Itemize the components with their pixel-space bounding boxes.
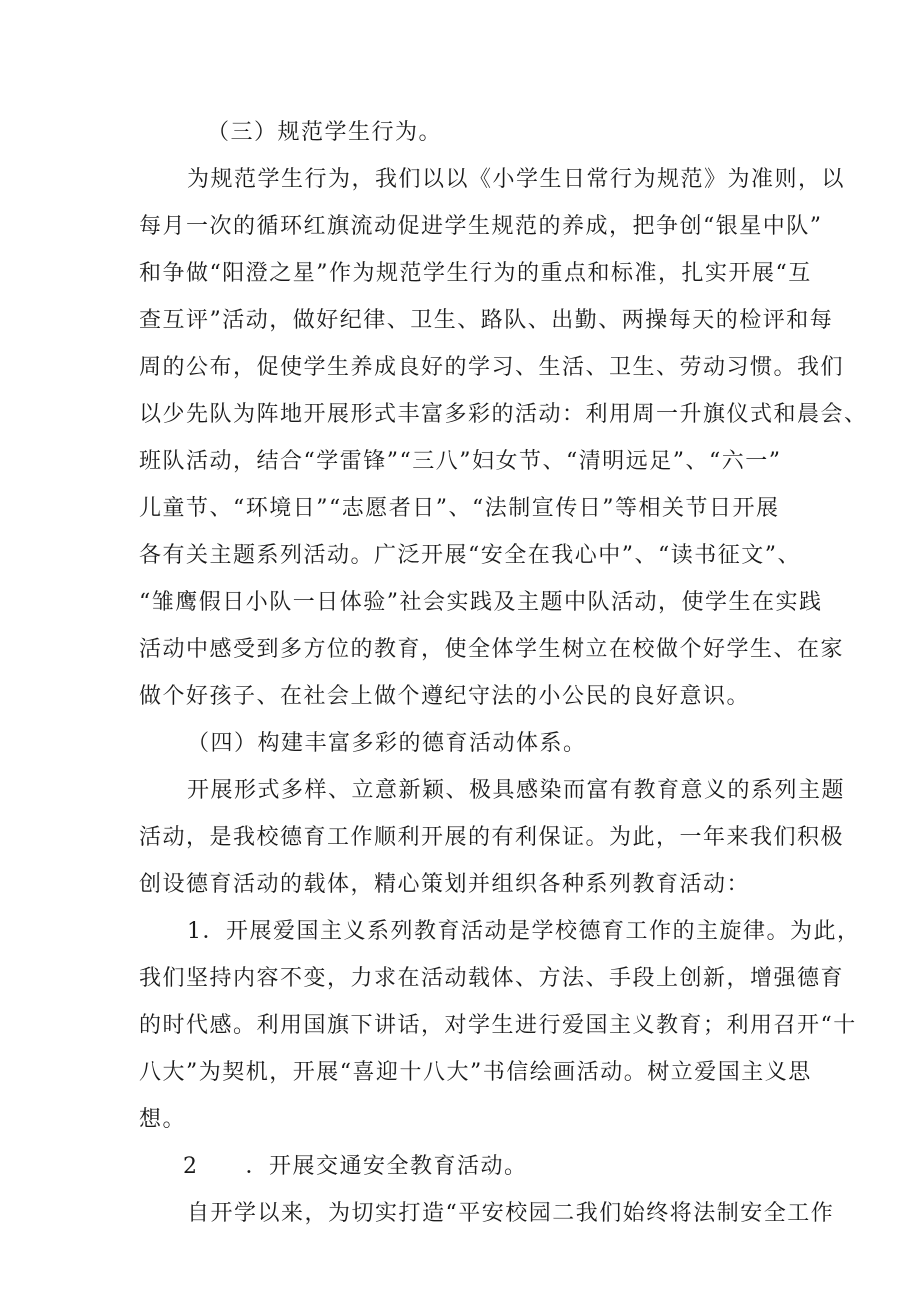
- paragraph-line: 以少先队为阵地开展形式丰富多彩的活动：利用周一升旗仪式和晨会、: [139, 402, 868, 427]
- paragraph-line: 我们坚持内容不变，力求在活动载体、方法、手段上创新，增强德育: [139, 966, 845, 991]
- paragraph-line: 查互评”活动，做好纪律、卫生、路队、出勤、两操每天的检评和每: [139, 308, 834, 333]
- paragraph-line: 活动，是我校德育工作顺利开展的有利保证。为此，一年来我们积极: [139, 825, 845, 850]
- paragraph-line: 活动中感受到多方位的教育，使全体学生树立在校做个好学生、在家: [139, 637, 845, 662]
- paragraph-line: 做个好孩子、在社会上做个遵纪守法的小公民的良好意识。: [139, 684, 751, 709]
- paragraph-line: 创设德育活动的载体，精心策划并组织各种系列教育活动：: [139, 872, 751, 897]
- paragraph-line: 每月一次的循环红旗流动促进学生规范的养成，把争创“银星中队”: [139, 214, 823, 239]
- paragraph-line: 班队活动，结合“学雷锋”“三八”妇女节、“清明远足”、“六一”: [139, 449, 782, 474]
- paragraph-line: 儿童节、“环境日”“志愿者日”、“法制宣传日”等相关节日开展: [139, 496, 780, 521]
- paragraph-line: 自开学以来，为切实打造“平安校园二我们始终将法制安全工作: [187, 1201, 835, 1226]
- paragraph-line: 的时代感。利用国旗下讲话，对学生进行爱国主义教育；利用召开“十: [139, 1013, 857, 1038]
- paragraph-line: 想。: [139, 1107, 187, 1132]
- list-item-1: 1．开展爱国主义系列教育活动是学校德育工作的主旋律。为此，: [187, 919, 861, 944]
- paragraph-line: 开展形式多样、立意新颖、极具感染而富有教育意义的系列主题: [187, 778, 846, 803]
- paragraph-line: 各有关主题系列活动。广泛开展“安全在我心中”、“读书征文”、: [139, 543, 801, 568]
- paragraph-line: 和争做“阳澄之星”作为规范学生行为的重点和标准，扎实开展“互: [139, 261, 812, 286]
- heading-section-4: （四）构建丰富多彩的德育活动体系。: [187, 731, 587, 756]
- paragraph-line: 为规范学生行为，我们以以《小学生日常行为规范》为准则，以: [187, 167, 846, 192]
- paragraph-line: 八大”为契机，开展“喜迎十八大”书信绘画活动。树立爱国主义思: [139, 1060, 812, 1085]
- list-item-2: 2 ．开展交通安全教育活动。: [183, 1154, 528, 1179]
- paragraph-line: 周的公布，促使学生养成良好的学习、生活、卫生、劳动习惯。我们: [139, 355, 845, 380]
- heading-section-3: （三）规范学生行为。: [207, 120, 443, 145]
- paragraph-line: “雏鹰假日小队一日体验”社会实践及主题中队活动，使学生在实践: [139, 590, 823, 615]
